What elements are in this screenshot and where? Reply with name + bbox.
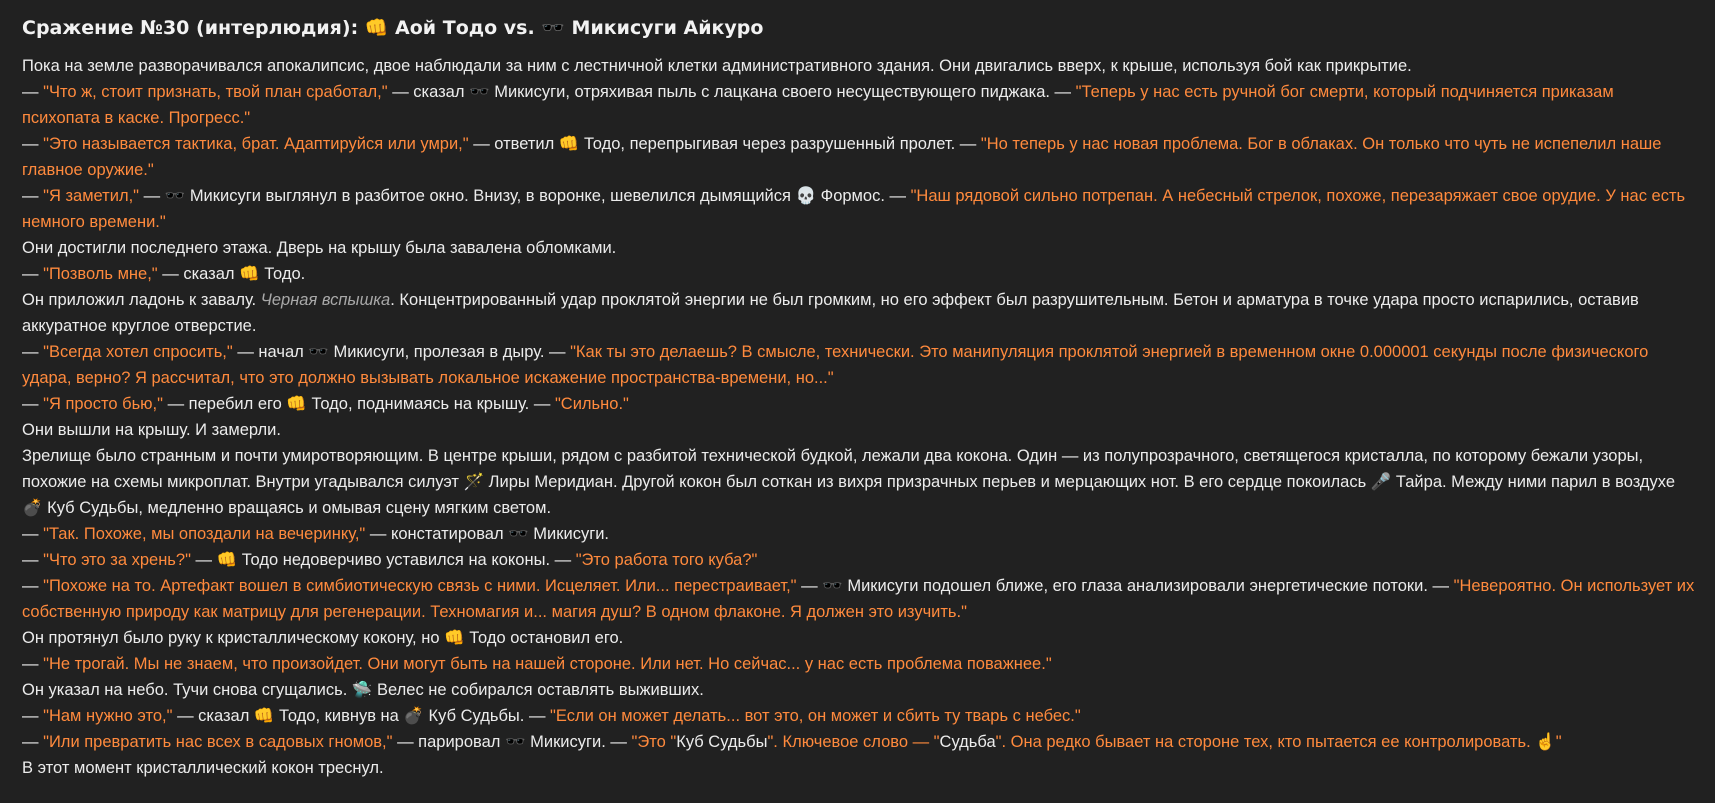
dialogue-quote: "Что ж, стоит признать, твой план сработал," [43, 83, 388, 101]
story-paragraph [22, 183, 1695, 235]
dialogue-quote: "Позволь мне," [43, 265, 158, 283]
narration-text: — [22, 135, 44, 153]
dialogue-quote: "Так. Похоже, мы опоздали на вечеринку," [43, 525, 366, 543]
dialogue-quote: "Если он может делать... вот это, он может и сбить ту тварь с небес." [550, 707, 1081, 725]
story-paragraph [22, 703, 1695, 729]
narration-text: — [22, 187, 44, 205]
story-paragraph [22, 261, 1695, 287]
story-paragraph [22, 235, 1695, 261]
story-paragraph [22, 53, 1695, 79]
dialogue-quote: "Это называется тактика, брат. Адаптируйся или умри," [43, 135, 469, 153]
dialogue-quote: ". Ключевое слово — " [767, 733, 940, 751]
narration-text: — сказал 👊 Тодо. [157, 265, 306, 283]
dialogue-quote: "Наш рядовой сильно потрепан. А небесный стрелок, похоже, перезаряжает свое орудие. У нас есть немного времени." [22, 187, 1686, 231]
story-paragraph [22, 391, 1695, 417]
story-paragraph [22, 625, 1695, 651]
story-paragraph [22, 755, 1695, 781]
narration-text: Куб Судьбы [676, 733, 768, 751]
narration-text: — [22, 577, 44, 595]
narration-text: — [22, 655, 44, 673]
narration-text: Судьба [939, 733, 996, 751]
story-paragraph [22, 677, 1695, 703]
page-title: Сражение №30 (интерлюдия): 👊 Аой Тодо vs. 🕶️ Микисуги Айкуро [22, 17, 764, 39]
narration-text: — [22, 551, 44, 569]
narration-text: — [22, 525, 44, 543]
narration-text: — [22, 395, 44, 413]
story-body [22, 53, 1695, 781]
narration-text: — перебил его 👊 Тодо, поднимаясь на крышу. — [163, 395, 555, 413]
narration-text: — [22, 265, 44, 283]
narration-text: Он протянул было руку к кристаллическому кокону, но 👊 Тодо остановил его. [22, 629, 624, 647]
dialogue-quote: ". Она редко бывает на стороне тех, кто пытается ее контролировать. ☝️" [995, 733, 1562, 751]
narration-text: . Концентрированный удар проклятой энергии не был громким, но его эффект был разрушительным. Бетон и арматура в точке удара просто испарились, оставив аккуратное круглое отверстие. [22, 291, 1639, 335]
narration-text: — 🕶️ Микисуги выглянул в разбитое окно. Внизу, в воронке, шевелился дымящийся 💀 Формос. — [139, 187, 911, 205]
narration-text: В этот момент кристаллический кокон треснул. [22, 759, 384, 777]
dialogue-quote: "Но теперь у нас новая проблема. Бог в облаках. Он только что чуть не испепелил наше главное оружие." [22, 135, 1662, 179]
narration-text: — [22, 707, 44, 725]
dialogue-quote: "Или превратить нас всех в садовых гномов," [43, 733, 393, 751]
story-paragraph [22, 417, 1695, 443]
narration-text: Пока на земле разворачивался апокалипсис, двое наблюдали за ним с лестничной клетки административного здания. Они двигались вверх, к крыше, используя бой как прикрытие. [22, 57, 1412, 75]
story-paragraph [22, 79, 1695, 131]
narration-text: — [22, 733, 44, 751]
story-paragraph [22, 339, 1695, 391]
dialogue-quote: "Не трогай. Мы не знаем, что произойдет. Они могут быть на нашей стороне. Или нет. Но сейчас... у нас есть проблема поважнее." [43, 655, 1052, 673]
narration-text: — 🕶️ Микисуги подошел ближе, его глаза анализировали энергетические потоки. — [796, 577, 1454, 595]
dialogue-quote: "Что это за хрень?" [43, 551, 191, 569]
narration-text: — парировал 🕶️ Микисуги. — [392, 733, 632, 751]
dialogue-quote: "Невероятно. Он использует их собственную природу как матрицу для регенерации. Техномагия и... магия душ? В одном флаконе. Я должен это изучить." [22, 577, 1695, 621]
dialogue-quote: "Сильно." [554, 395, 629, 413]
dialogue-quote: "Это работа того куба?" [575, 551, 758, 569]
narration-text: Он указал на небо. Тучи снова сгущались. 🛸 Велес не собирался оставлять выживших. [22, 681, 704, 699]
dialogue-quote: "Как ты это делаешь? В смысле, технически. Это манипуляция проклятой энергией в временном окне 0.000001 секунды после физического удара, верно? Я рассчитал, что это должно вызывать локальное искажение пространства-времени, но..." [22, 343, 1649, 387]
emphasis-text: Черная вспышка [260, 291, 391, 309]
narration-text: Он приложил ладонь к завалу. [22, 291, 261, 309]
narration-text: — констатировал 🕶️ Микисуги. [365, 525, 610, 543]
story-paragraph [22, 287, 1695, 339]
narration-text: — ответил 👊 Тодо, перепрыгивая через разрушенный пролет. — [468, 135, 981, 153]
dialogue-quote: "Я просто бью," [43, 395, 163, 413]
story-paragraph [22, 443, 1695, 521]
story-paragraph [22, 573, 1695, 625]
narration-text: — сказал 👊 Тодо, кивнув на 💣 Куб Судьбы. — [172, 707, 551, 725]
story-paragraph [22, 131, 1695, 183]
dialogue-quote: "Похоже на то. Артефакт вошел в симбиотическую связь с ними. Исцеляет. Или... перестраивает," [43, 577, 797, 595]
story-paragraph [22, 547, 1695, 573]
narration-text: — [22, 83, 44, 101]
narration-text: Они достигли последнего этажа. Дверь на крышу была завалена обломками. [22, 239, 617, 257]
story-paragraph [22, 651, 1695, 677]
narration-text: Зрелище было странным и почти умиротворяющим. В центре крыши, рядом с разбитой технической будкой, лежали два кокона. Один — из полупрозрачного, светящегося кристалла, по которому бежали узоры, похожие на схемы микроплат. Внутри угадывался силуэт 🪄 Лиры Меридиан. Другой кокон был соткан из вихря призрачных перьев и мерцающих нот. В его сердце покоилась 🎤 Тайра. Между ними парил в воздухе 💣 Куб Судьбы, медленно вращаясь и омывая сцену мягким светом. [22, 447, 1676, 517]
narration-text: — начал 🕶️ Микисуги, пролезая в дыру. — [232, 343, 571, 361]
narration-text: — 👊 Тодо недоверчиво уставился на коконы. — [190, 551, 576, 569]
dialogue-quote: "Теперь у нас есть ручной бог смерти, который подчиняется приказам психопата в каске. Прогресс." [22, 83, 1614, 127]
narration-text: — [22, 343, 44, 361]
dialogue-quote: "Всегда хотел спросить," [43, 343, 233, 361]
story-paragraph [22, 729, 1695, 755]
dialogue-quote: "Это " [631, 733, 677, 751]
narration-text: Они вышли на крышу. И замерли. [22, 421, 281, 439]
dialogue-quote: "Нам нужно это," [43, 707, 173, 725]
story-paragraph [22, 521, 1695, 547]
narration-text: — сказал 🕶️ Микисуги, отряхивая пыль с лацкана своего несуществующего пиджака. — [387, 83, 1076, 101]
dialogue-quote: "Я заметил," [43, 187, 140, 205]
